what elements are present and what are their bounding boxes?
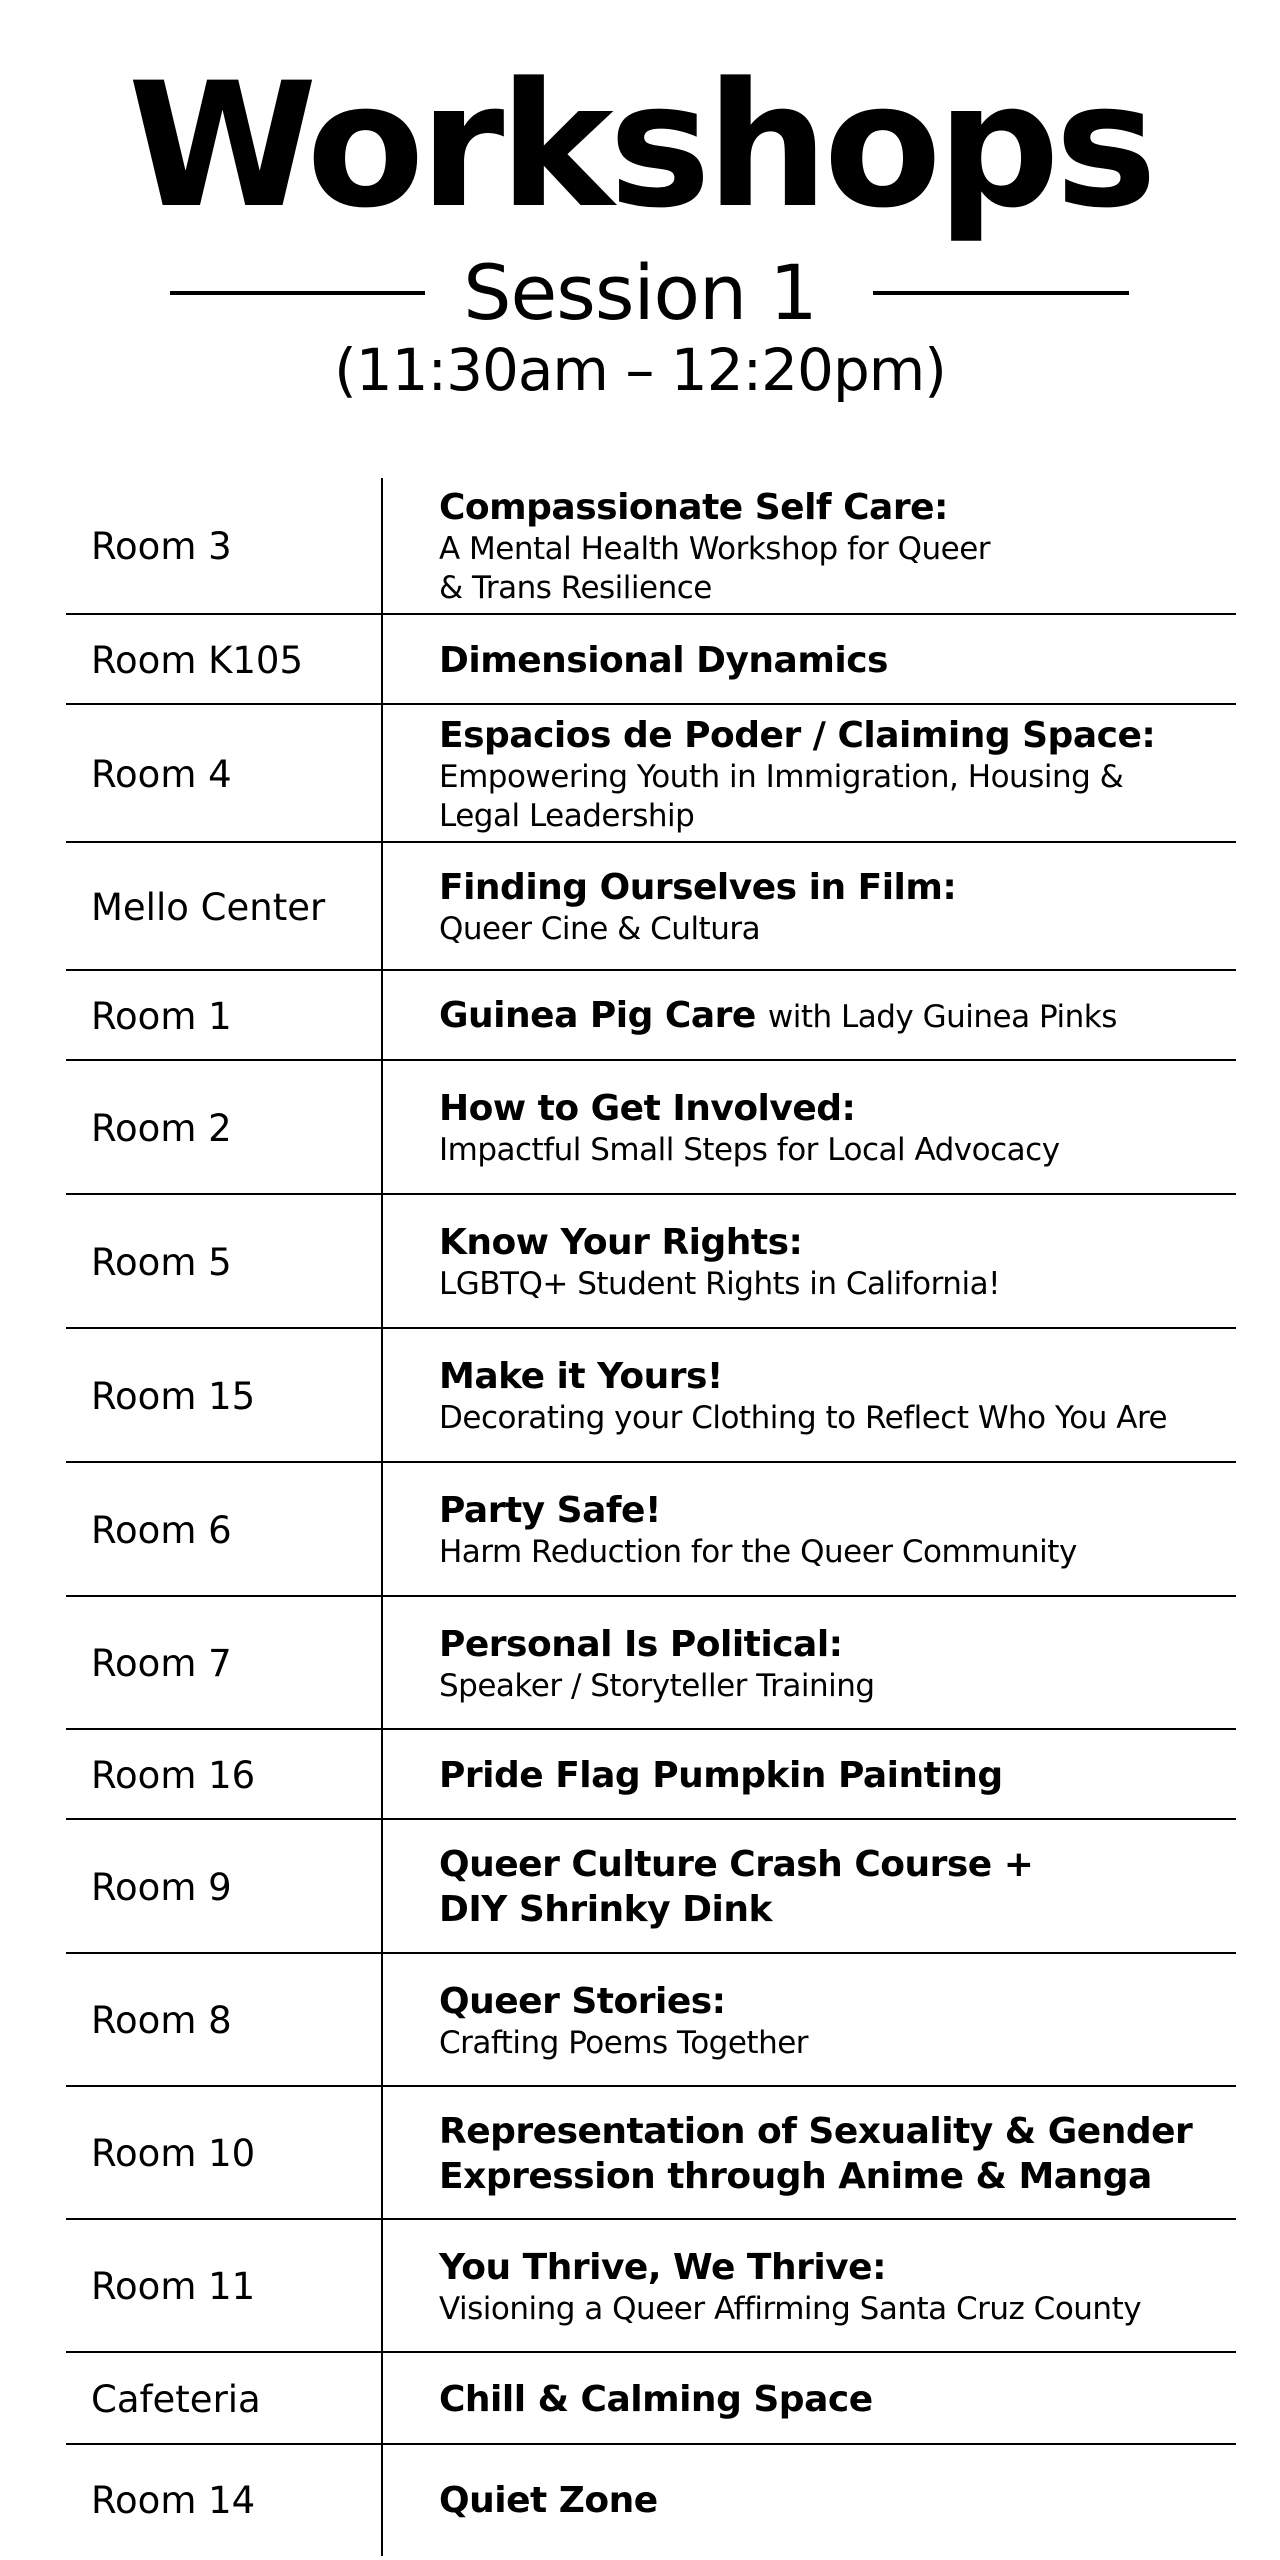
- room-name: Room 16: [91, 1753, 256, 1797]
- workshop-title: Queer Culture Crash Course + DIY Shrinky Dink: [439, 1844, 1034, 1930]
- workshop-title-line: [439, 638, 1236, 683]
- workshop-title-line: [439, 1753, 1236, 1798]
- room-name: Mello Center: [91, 885, 326, 929]
- workshop-title-line: [439, 1622, 1236, 1667]
- workshop-info: [439, 705, 1236, 843]
- workshop-info: [439, 1463, 1236, 1597]
- workshop-title: You Thrive, We Thrive:: [439, 2246, 886, 2288]
- workshop-title-line: [439, 1979, 1236, 2024]
- workshop-subtitle: Speaker / Storyteller Training: [439, 1667, 875, 1704]
- workshop-title-line: [439, 1842, 1236, 1932]
- session-label: Session 1: [463, 248, 817, 337]
- workshop-title: Pride Flag Pumpkin Painting: [439, 1754, 1003, 1796]
- room-name: Room 3: [91, 525, 232, 568]
- table-row: [66, 1061, 1236, 1195]
- room-name: Room 4: [91, 752, 232, 796]
- workshop-subtitle: A Mental Health Workshop for Queer & Trans Resilience: [439, 531, 991, 606]
- page-title: Workshops: [127, 45, 1153, 246]
- table-row: [66, 1954, 1236, 2087]
- session-time: (11:30am – 12:20pm): [334, 336, 946, 404]
- workshop-title: Representation of Sexuality & Gender Expression through Anime & Manga: [439, 2110, 1193, 2197]
- workshop-title: Queer Stories:: [439, 1980, 726, 2022]
- workshop-subtitle: Impactful Small Steps for Local Advocacy: [439, 1132, 1060, 1168]
- workshop-info: [439, 2445, 1236, 2556]
- workshop-title-line: [439, 713, 1236, 758]
- table-row: [66, 971, 1236, 1061]
- workshop-info: [439, 1195, 1236, 1329]
- workshop-title: How to Get Involved:: [439, 1088, 856, 1129]
- room-name: Room 14: [91, 2479, 256, 2522]
- workshop-info: [439, 1329, 1236, 1463]
- workshop-title: Party Safe!: [439, 1490, 661, 1531]
- workshop-title: Know Your Rights:: [439, 1222, 803, 1263]
- workshop-subtitle: Decorating your Clothing to Reflect Who You Are: [439, 1400, 1168, 1436]
- workshop-title-line: [439, 485, 1236, 530]
- room-name: Room 5: [91, 1240, 232, 1284]
- table-row: [66, 1195, 1236, 1329]
- room-name: Cafeteria: [91, 2377, 261, 2421]
- workshop-subtitle: Harm Reduction for the Queer Community: [439, 1534, 1077, 1570]
- room-name: Room 11: [91, 2265, 256, 2308]
- workshop-title: Finding Ourselves in Film:: [439, 867, 957, 908]
- table-row: [66, 1820, 1236, 1954]
- workshop-title: Personal Is Political:: [439, 1623, 843, 1665]
- workshop-subtitle: Queer Cine & Cultura: [439, 911, 761, 947]
- table-row: [66, 2220, 1236, 2353]
- workshop-title: Compassionate Self Care:: [439, 487, 948, 528]
- room-name: Room 1: [91, 994, 232, 1038]
- session-heading: [0, 248, 1280, 338]
- table-row: [66, 2353, 1236, 2445]
- table-row: [66, 2445, 1236, 2556]
- room-name: Room K105: [91, 638, 304, 682]
- workshop-subtitle: Visioning a Queer Affirming Santa Cruz County: [439, 2290, 1142, 2327]
- workshop-info: [439, 1597, 1236, 1730]
- table-row: [66, 1730, 1236, 1820]
- table-row: [66, 1463, 1236, 1597]
- workshop-title-line: [439, 1086, 1236, 1131]
- header: [0, 0, 1280, 440]
- workshop-title-line: [439, 2377, 1236, 2422]
- workshop-info: [439, 1954, 1236, 2087]
- workshop-title: Guinea Pig Care: [439, 994, 756, 1036]
- workshop-title-line: [439, 993, 1236, 1040]
- table-row: [66, 705, 1236, 843]
- workshop-subtitle: LGBTQ+ Student Rights in California!: [439, 1266, 1000, 1302]
- workshop-info: [439, 2353, 1236, 2445]
- workshop-title-line: [439, 2109, 1236, 2199]
- workshop-title-line: [439, 865, 1236, 910]
- table-row: [66, 478, 1236, 615]
- workshop-info: [439, 1730, 1236, 1820]
- workshop-schedule: [66, 478, 1236, 2556]
- workshop-title: Espacios de Poder / Claiming Space:: [439, 714, 1156, 756]
- workshop-info: [439, 615, 1236, 705]
- workshop-title: Chill & Calming Space: [439, 2378, 873, 2420]
- workshop-title: Quiet Zone: [439, 2480, 658, 2521]
- workshop-info: [439, 971, 1236, 1061]
- workshop-title-line: [439, 2478, 1236, 2523]
- workshop-subtitle: Empowering Youth in Immigration, Housing & Legal Leadership: [439, 758, 1124, 834]
- room-name: Room 7: [91, 1642, 232, 1685]
- workshop-info: [439, 1061, 1236, 1195]
- table-row: [66, 1329, 1236, 1463]
- room-name: Room 9: [91, 1865, 232, 1909]
- room-name: Room 8: [91, 1999, 232, 2042]
- workshop-title: Make it Yours!: [439, 1356, 723, 1397]
- workshop-title-line: [439, 1488, 1236, 1533]
- table-row: [66, 615, 1236, 705]
- workshop-info: [439, 1820, 1236, 1954]
- workshop-subtitle: with Lady Guinea Pinks: [767, 998, 1117, 1035]
- workshop-info: [439, 478, 1236, 615]
- workshop-title: Dimensional Dynamics: [439, 639, 888, 681]
- workshop-title-line: [439, 1354, 1236, 1399]
- room-name: Room 2: [91, 1106, 232, 1150]
- room-name: Room 15: [91, 1374, 256, 1418]
- room-name: Room 6: [91, 1508, 232, 1552]
- workshop-info: [439, 843, 1236, 971]
- workshop-subtitle: Crafting Poems Together: [439, 2024, 809, 2061]
- table-row: [66, 843, 1236, 971]
- workshop-title-line: [439, 2245, 1236, 2290]
- table-row: [66, 2087, 1236, 2220]
- decorative-rule-right: [873, 291, 1129, 295]
- room-name: Room 10: [91, 2132, 256, 2175]
- workshop-info: [439, 2087, 1236, 2220]
- workshop-info: [439, 2220, 1236, 2353]
- workshop-title-line: [439, 1220, 1236, 1265]
- table-row: [66, 1597, 1236, 1730]
